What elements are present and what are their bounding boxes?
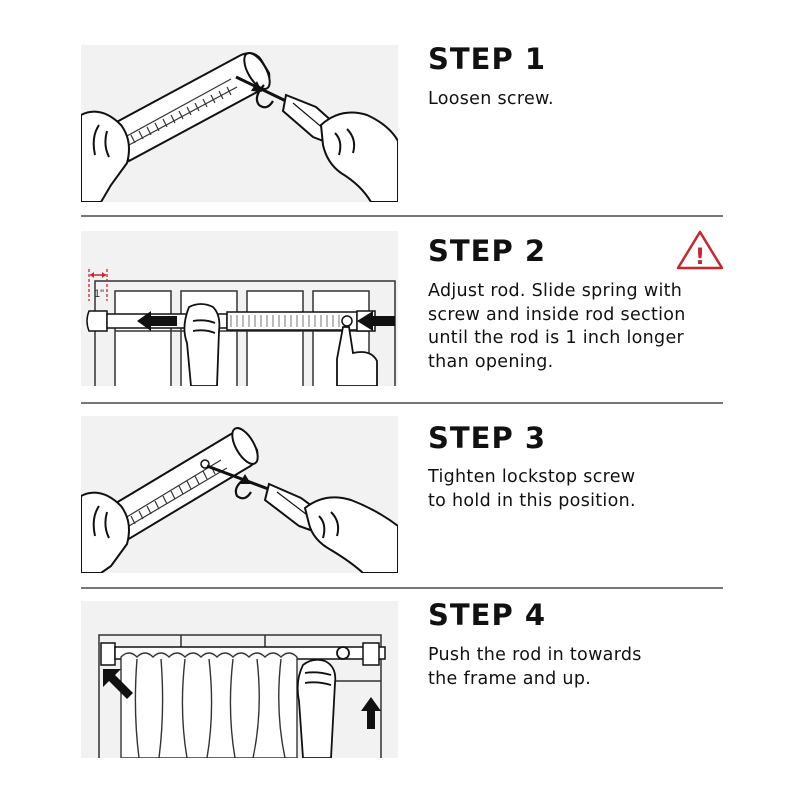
divider: [81, 402, 723, 404]
step-description: [428, 644, 728, 691]
step-description: [428, 88, 728, 112]
tighten-screw-illustration: [81, 416, 398, 573]
loosen-screw-illustration: [81, 45, 398, 202]
description-line: Adjust rod. Slide spring with: [428, 281, 683, 301]
step-title: STEP 1: [428, 42, 547, 76]
warning-symbol: !: [694, 245, 706, 270]
description-line: Loosen screw.: [428, 89, 554, 109]
description-line: than opening.: [428, 351, 554, 372]
step-1-illustration: [81, 45, 398, 202]
push-rod-illustration: [81, 601, 398, 758]
divider: [81, 215, 723, 217]
description-line: screw and inside rod section: [428, 304, 686, 325]
description-line: Push the rod in towards: [428, 645, 642, 665]
step-description: [428, 466, 728, 513]
divider: [81, 587, 723, 589]
step-description: [428, 280, 728, 374]
description-line: the frame and up.: [428, 668, 592, 689]
warning-icon: [676, 229, 724, 271]
step-3-illustration: [81, 416, 398, 573]
adjust-rod-illustration: [81, 231, 398, 386]
step-title: STEP 4: [428, 598, 547, 632]
step-title: STEP 2: [428, 234, 547, 268]
step-4-illustration: [81, 601, 398, 758]
measure-label: 1": [94, 288, 105, 300]
description-line: until the rod is 1 inch longer: [428, 328, 684, 348]
description-line: to hold in this position.: [428, 490, 636, 511]
step-2-illustration: [81, 231, 398, 386]
step-title: STEP 3: [428, 421, 547, 455]
description-line: Tighten lockstop screw: [428, 467, 636, 487]
